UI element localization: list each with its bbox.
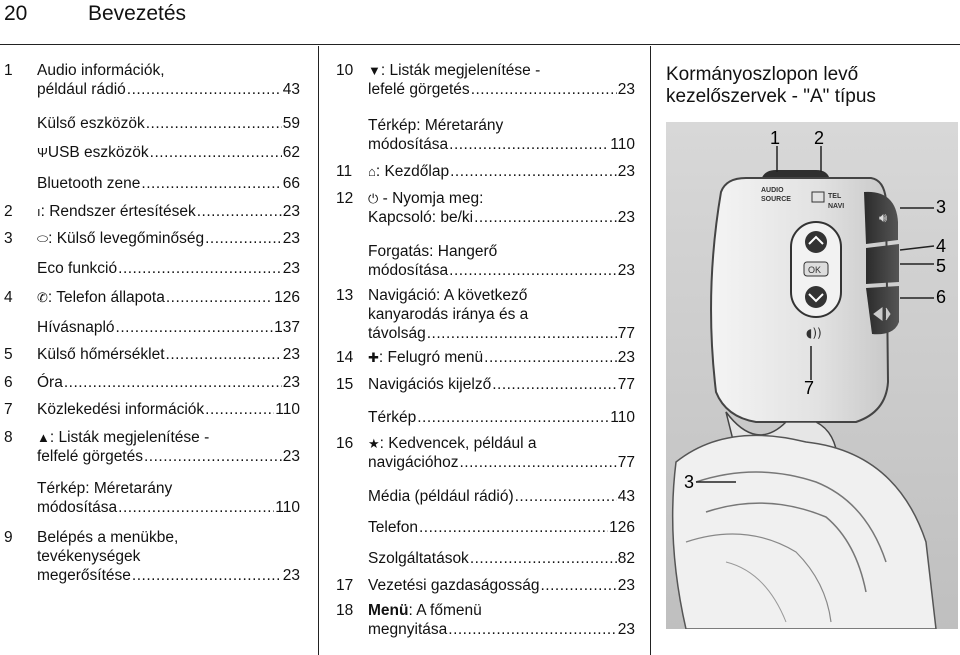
callout-7: 7: [804, 378, 815, 398]
legend-entry: [330, 487, 635, 506]
entry-label: Média (például rádió): [368, 488, 514, 505]
page-reference: 23: [282, 374, 300, 391]
dot-leader: [515, 487, 617, 506]
legend-entry: [0, 174, 300, 193]
entry-label: : Kezdőlap: [375, 163, 450, 180]
entry-label: navigációhoz: [368, 454, 459, 471]
legend-entry: [330, 348, 635, 367]
entry-symbol-icon: ▲: [37, 430, 50, 445]
entry-number: 12: [336, 190, 354, 207]
callout-4: 4: [936, 236, 947, 256]
legend-entry: [330, 286, 635, 343]
dot-leader: [474, 208, 617, 227]
legend-entry: [0, 318, 300, 337]
entry-label: lefelé görgetés: [368, 81, 470, 98]
page-reference: 43: [282, 81, 300, 98]
page-reference: 23: [282, 346, 300, 363]
svg-text:🔊︎: 🔊︎: [879, 211, 888, 226]
entry-text-line: Belépés a menükbe,: [37, 529, 179, 546]
audio-label: AUDIO: [761, 187, 784, 194]
page-reference: 82: [617, 550, 635, 567]
dot-leader: [118, 259, 282, 278]
ok-label: OK: [808, 265, 822, 275]
entry-label: : Felugró menü: [378, 349, 484, 366]
entry-symbol-icon: ✆: [37, 290, 48, 305]
entry-text-line: - Nyomja meg:: [378, 190, 484, 207]
page-reference: 62: [282, 144, 300, 161]
entry-label: módosítása: [37, 499, 118, 516]
entry-label: Eco funkció: [37, 260, 118, 277]
legend-entry: [0, 479, 300, 517]
page-reference: 23: [617, 262, 635, 279]
entry-text-line: Térkép: Méretarány: [37, 480, 173, 497]
dot-leader: [141, 174, 281, 193]
entry-label: Bluetooth zene: [37, 175, 141, 192]
entry-number: 1: [4, 62, 13, 79]
page-reference: 23: [617, 209, 635, 226]
entry-number: 13: [336, 287, 354, 304]
entry-text-line: kanyarodás iránya és a: [368, 306, 529, 323]
entry-symbol-icon: Ψ: [37, 145, 48, 160]
page-reference: 137: [274, 319, 300, 336]
legend-entry: [330, 116, 635, 154]
legend-entry: [0, 428, 300, 466]
legend-entry: [0, 400, 300, 419]
dot-leader: [427, 324, 617, 343]
dot-leader: [449, 261, 617, 280]
legend-entry: [0, 288, 300, 307]
entry-text-line: : Listák megjelenítése -: [49, 429, 210, 446]
dot-leader: [166, 288, 273, 307]
entry-label: módosítása: [368, 262, 449, 279]
dot-leader: [205, 229, 282, 248]
callout-2: 2: [814, 128, 825, 148]
legend-entry: [0, 528, 300, 585]
entry-label: megnyitása: [368, 621, 448, 638]
legend-entry: [330, 375, 635, 394]
dot-leader: [166, 345, 282, 364]
dot-leader: [417, 408, 609, 427]
dot-leader: [64, 373, 282, 392]
page-reference: 126: [609, 519, 635, 536]
callout-6: 6: [936, 287, 947, 307]
entry-text-line: Térkép: Méretarány: [368, 117, 504, 134]
page-reference: 77: [617, 376, 635, 393]
legend-entry: [330, 549, 635, 568]
dot-leader: [448, 620, 616, 639]
entry-label: távolság: [368, 325, 426, 342]
entry-label: : Külső levegőminőség: [48, 230, 205, 247]
entry-number: 3: [4, 230, 13, 247]
dot-leader: [118, 498, 274, 517]
section-title: Bevezetés: [88, 2, 187, 25]
entry-number: 14: [336, 349, 354, 366]
legend-entry: [330, 242, 635, 280]
dot-leader: [127, 80, 282, 99]
page-reference: 43: [617, 488, 635, 505]
page-reference: 77: [617, 325, 635, 342]
dot-leader: [459, 453, 616, 472]
entry-symbol-icon: ⬭: [37, 231, 49, 246]
entry-symbol-icon: ⌂: [368, 164, 376, 179]
page-reference: 77: [617, 454, 635, 471]
legend-entry: [0, 373, 300, 392]
legend-entry: [330, 189, 635, 227]
column-divider: [318, 46, 319, 655]
entry-label: Navigációs kijelző: [368, 376, 492, 393]
dot-leader: [197, 202, 282, 221]
entry-number: 2: [4, 203, 13, 220]
page-reference: 59: [282, 115, 300, 132]
button-4-5: [866, 244, 899, 284]
entry-label: megerősítése: [37, 567, 131, 584]
entry-label: Vezetési gazdaságosság: [368, 577, 540, 594]
page-reference: 23: [282, 567, 300, 584]
entry-symbol-icon: ⏻: [368, 191, 379, 206]
down-arrow-icon: [805, 286, 827, 308]
entry-label: : Rendszer értesítések: [40, 203, 196, 220]
legend-entry: [0, 229, 300, 248]
dot-leader: [144, 447, 282, 466]
callout-1: 1: [770, 128, 781, 148]
entry-number: 5: [4, 346, 13, 363]
entry-label: Hívásnapló: [37, 319, 115, 336]
legend-entry: [0, 345, 300, 364]
entry-label: USB eszközök: [47, 144, 149, 161]
entry-text-line: : Kedvencek, például a: [379, 435, 537, 452]
entry-number: 11: [336, 163, 353, 180]
legend-entry: [0, 61, 300, 99]
legend-entry: [0, 259, 300, 278]
steering-column-controls-figure: [666, 122, 958, 629]
entry-text-line: : Listák megjelenítése -: [380, 62, 541, 79]
entry-symbol-icon: ★: [368, 436, 380, 451]
entry-number: 16: [336, 435, 354, 452]
page-reference: 110: [275, 401, 300, 418]
entry-number: 10: [336, 62, 354, 79]
dot-leader: [116, 318, 274, 337]
dot-leader: [419, 518, 608, 537]
entry-text-line: : A főmenü: [408, 602, 482, 619]
callout-5: 5: [936, 256, 947, 276]
header-rule: [0, 44, 960, 45]
page-reference: 23: [282, 230, 300, 247]
figure-title: Kormányoszlopon levő kezelőszervek - "A" típus: [666, 64, 876, 107]
page-number: 20: [4, 2, 28, 25]
page-reference: 23: [282, 203, 300, 220]
entry-text-line: Audio információk,: [37, 62, 165, 79]
entry-symbol-icon: ▼: [368, 63, 381, 78]
dot-leader: [146, 114, 282, 133]
page-reference: 110: [275, 499, 300, 516]
entry-symbol-icon: ✚: [368, 350, 379, 365]
entry-number: 9: [4, 529, 13, 546]
page-reference: 23: [617, 577, 635, 594]
legend-entry: [0, 202, 300, 221]
dot-leader: [449, 135, 609, 154]
legend-entry: [330, 518, 635, 537]
page-reference: 23: [282, 260, 300, 277]
dot-leader: [205, 400, 274, 419]
up-arrow-icon: [805, 231, 827, 253]
legend-entry: [0, 143, 300, 162]
entry-label: módosítása: [368, 136, 449, 153]
legend-entry: [330, 434, 635, 472]
entry-number: 8: [4, 429, 13, 446]
entry-label: Telefon: [368, 519, 418, 536]
dot-leader: [470, 549, 617, 568]
entry-label: Kapcsoló: be/ki: [368, 209, 474, 226]
legend-entry: [0, 114, 300, 133]
page-reference: 23: [282, 448, 300, 465]
entry-label: Szolgáltatások: [368, 550, 469, 567]
legend-entry: [330, 61, 635, 99]
entry-text-line: Navigáció: A következő: [368, 287, 528, 304]
dot-leader: [132, 566, 282, 585]
column-divider: [650, 46, 651, 655]
entry-number: 17: [336, 577, 354, 594]
legend-entry: [330, 576, 635, 595]
page-reference: 110: [610, 409, 635, 426]
entry-bold-term: Menü: [368, 602, 409, 619]
entry-label: Térkép: [368, 409, 417, 426]
entry-text-line: Forgatás: Hangerő: [368, 243, 498, 260]
entry-label: például rádió: [37, 81, 126, 98]
legend-entry: [330, 162, 635, 181]
dot-leader: [150, 143, 282, 162]
entry-text-line: tevékenységek: [37, 548, 141, 565]
control-illustration: [666, 122, 958, 629]
page-reference: 23: [617, 163, 635, 180]
callout-lower-3: 3: [684, 472, 695, 492]
page-reference: 23: [617, 621, 635, 638]
page-reference: 66: [282, 175, 300, 192]
dot-leader: [540, 576, 616, 595]
page-reference: 110: [610, 136, 635, 153]
entry-label: Közlekedési információk: [37, 401, 205, 418]
dot-leader: [484, 348, 617, 367]
legend-entry: [330, 601, 635, 639]
entry-symbol-icon: ı: [37, 204, 41, 219]
entry-label: felfelé görgetés: [37, 448, 143, 465]
source-label: SOURCE: [761, 196, 791, 203]
dot-leader: [450, 162, 617, 181]
entry-label: Óra: [37, 374, 63, 391]
entry-number: 15: [336, 376, 354, 393]
entry-label: : Telefon állapota: [47, 289, 165, 306]
page-reference: 126: [274, 289, 300, 306]
page-reference: 23: [617, 349, 635, 366]
page-reference: 23: [617, 81, 635, 98]
entry-number: 6: [4, 374, 13, 391]
callout-3: 3: [936, 197, 947, 217]
entry-label: Külső eszközök: [37, 115, 145, 132]
navi-label: NAVI: [828, 203, 845, 210]
page-header: [0, 0, 960, 46]
entry-number: 18: [336, 602, 354, 619]
entry-number: 4: [4, 289, 13, 306]
dot-leader: [492, 375, 617, 394]
dot-leader: [471, 80, 617, 99]
legend-entry: [330, 408, 635, 427]
svg-text:◖)): ◖)): [806, 326, 822, 340]
entry-label: Külső hőmérséklet: [37, 346, 165, 363]
entry-number: 7: [4, 401, 13, 418]
tel-label: TEL: [828, 193, 842, 200]
